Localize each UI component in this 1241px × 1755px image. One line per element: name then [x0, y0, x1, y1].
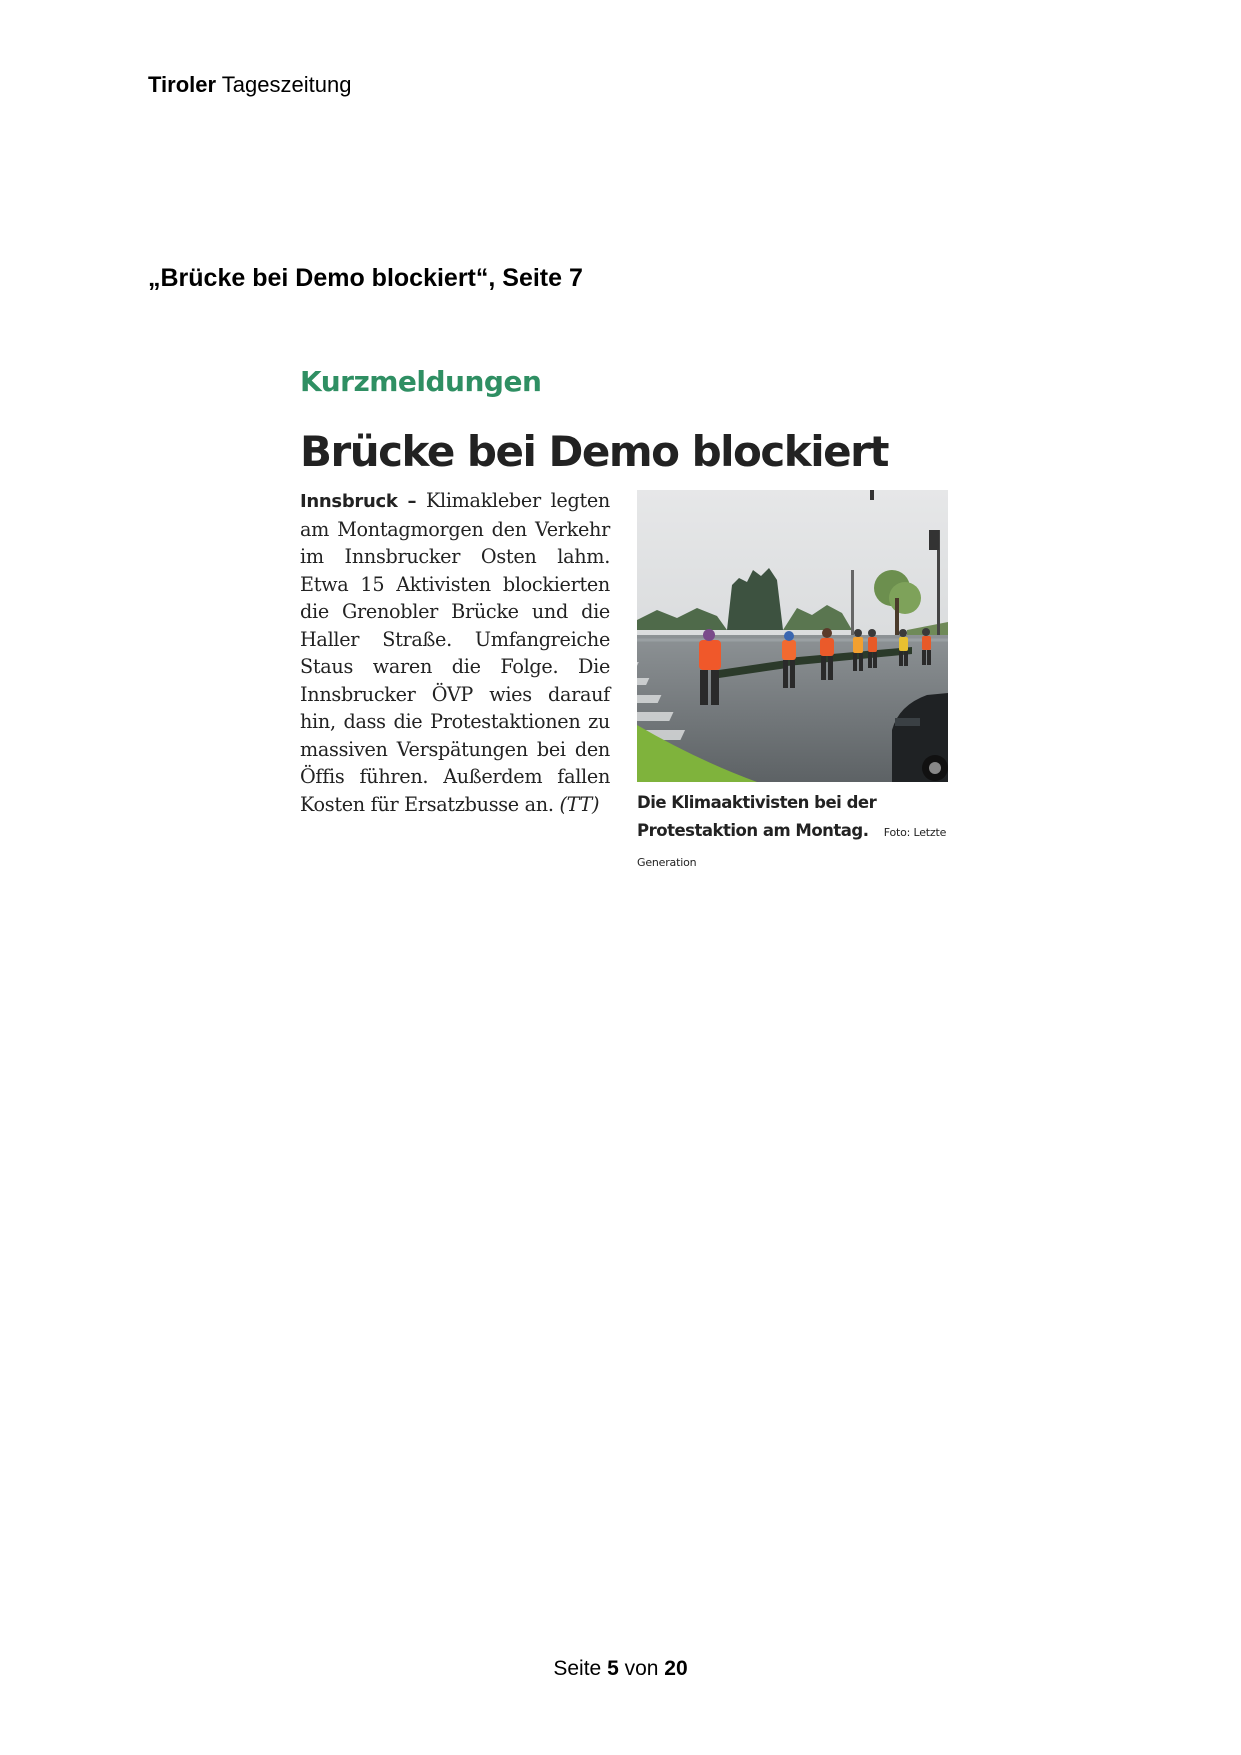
article-clipping	[300, 365, 950, 869]
article-headline: Brücke bei Demo blockiert	[300, 427, 888, 476]
document-title: „Brücke bei Demo blockiert“, Seite 7	[148, 264, 583, 292]
protest-photo	[637, 490, 948, 782]
brand-bold: Tiroler	[148, 72, 217, 97]
caption-text: Die Klimaaktivisten bei der Protestaktion am Montag.	[637, 793, 877, 840]
article-dateline: Innsbruck –	[300, 491, 417, 512]
brand-rest: Tageszeitung	[221, 72, 352, 97]
page-footer	[0, 1657, 1241, 1681]
footer-middle: von	[624, 1657, 659, 1680]
current-page: 5	[607, 1657, 619, 1680]
article-body	[300, 487, 610, 818]
photo-caption	[637, 789, 957, 877]
photo-credit: Foto: Letzte Generation	[637, 826, 947, 869]
footer-prefix: Seite	[553, 1657, 602, 1680]
article-body-text: Klimakleber legten am Montagmorgen den Verkehr im Innsbrucker Osten lahm. Etwa 15 Aktivisten blockierten die Grenobler Brücke und die Haller Straße. Umfangreiche Staus waren die Folge. Die Innsbrucker ÖVP wies darauf hin, dass die Protestaktionen zu massiven Verspätungen bei den Öffis führen. Außerdem fallen Kosten für Ersatzbusse an.	[300, 489, 610, 816]
newspaper-header	[148, 72, 351, 98]
total-pages: 20	[664, 1657, 688, 1680]
article-source-tag: (TT)	[559, 792, 600, 816]
section-label: Kurzmeldungen	[300, 365, 542, 398]
